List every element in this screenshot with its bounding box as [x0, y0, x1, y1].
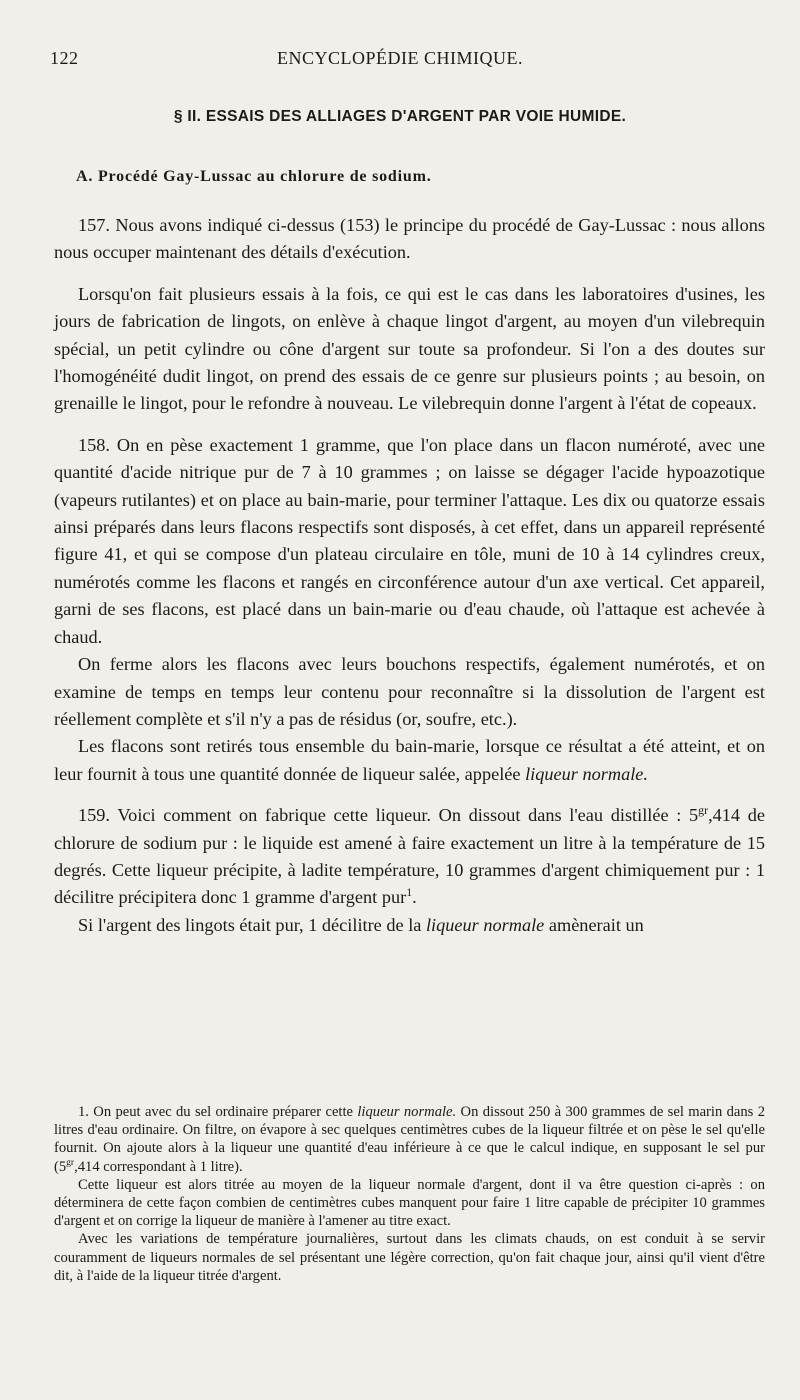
paragraph-159-continued: [54, 912, 765, 939]
paragraph-157: 157. Nous avons indiqué ci-dessus (153) le principe du procédé de Gay-Lussac : nous allons nous occuper maintenant des détails d'exécution.: [54, 215, 765, 263]
paragraph-159-text-1: 159. Voici comment on fabrique cette liqueur. On dissout dans l'eau distillée : 5: [78, 805, 699, 826]
paragraph-157-continued: Lorsqu'on fait plusieurs essais à la fois, ce qui est le cas dans les laboratoires d'usines, les jours de fabrication de lingots, on enlève à chaque lingot d'argent, au moyen d'un vilebrequin spécial, un petit cylindre ou cône d'argent sur toute sa profondeur. Si l'on a des doutes sur l'homogénéité dudit lingot, on prend des essais de ce genre sur plusieurs points ; au besoin, on grenaille le lingot, pour le refondre à nouveau. Le vilebrequin donne l'argent à l'état de copeaux.: [54, 283, 765, 414]
body-text: [54, 212, 765, 939]
paragraph-159: [54, 802, 765, 912]
paragraph-159b-end: amènerait un: [548, 914, 644, 935]
footnote-1-final: Avec les variations de température journalières, surtout dans les climats chauds, on est conduit à se servir couramment de liqueurs normales de sel présentant une légère correction, qu'on fait chaque jour, ainsi qu'il vient d'être dit, à l'aide de la liqueur titrée d'argent.: [54, 1231, 765, 1284]
paragraph-158-liqueur: [54, 733, 765, 788]
footnote-1-italic: liqueur normale.: [357, 1104, 457, 1120]
running-header: [50, 48, 750, 72]
paragraph-159-end: .: [412, 887, 417, 908]
paragraph-159-text-2: ,414 de chlorure de sodium pur : le liquide est amené à faire exactement un litre à la température de 15 degrés. Cette liqueur précipite, à ladite température, 10 grammes d'argent chimiquement pur : 1 décilitre précipitera donc 1 gramme d'argent pur: [54, 805, 765, 908]
page-number: 122: [50, 48, 79, 68]
footnote-gram-unit: gr: [66, 1157, 75, 1168]
footnote-1-text-1: 1. On peut avec du sel ordinaire préparer cette: [78, 1104, 354, 1120]
footnote-1: [54, 1103, 765, 1176]
footnote-1-continued: Cette liqueur est alors titrée au moyen de la liqueur normale d'argent, dont il va être question ci-après : on déterminera de cette façon combien de centimètres cubes manquent pour faire 1 litre capable de précipiter 10 grammes d'argent et on corrige la liqueur de manière à l'amener au titre exact.: [54, 1176, 765, 1230]
footnote-1-text-2: On dissout 250 à 300 grammes de sel marin dans 2 litres d'eau ordinaire. On filtre, on évapore à sec quelques centimètres cubes de la liqueur filtrée et on pèse le sel qu'elle fournit. On ajoute alors à la liqueur une quantité d'eau inférieure à ce que le calcul indique, en supposant le sel pur (5: [54, 1104, 765, 1175]
running-title: ENCYCLOPÉDIE CHIMIQUE.: [277, 48, 523, 68]
paragraph-158-liqueur-text: Les flacons sont retirés tous ensemble du bain-marie, lorsque ce résultat a été atteint, et on leur fournit à tous une quantité donnée de liqueur salée, appelée: [54, 736, 765, 784]
paragraph-158: 158. On en pèse exactement 1 gramme, que l'on place dans un flacon numéroté, avec une quantité d'acide nitrique pur de 7 à 10 grammes ; on laisse se dégager l'acide hypoazotique (vapeurs rutilantes) et on place au bain-marie, pour terminer l'attaque. Les dix ou quatorze essais ainsi préparés dans leurs flacons respectifs sont disposés, à cet effet, dans un appareil représenté figure 41, et qui se compose d'un plateau circulaire en tôle, muni de 10 à 14 cylindres creux, numérotés comme les flacons et rangés en circonférence autour d'un axe vertical. Cet appareil, garni de ses flacons, est placé dans un bain-marie ou d'eau chaude, où l'attaque est achevée à chaud.: [54, 434, 765, 647]
footnote-reference: 1: [406, 885, 413, 900]
footnote-1-text-3: ,414 correspondant à 1 litre).: [74, 1158, 243, 1175]
subsection-title: A. Procédé Gay-Lussac au chlorure de sodium.: [76, 168, 432, 185]
gram-unit-superscript: gr: [698, 803, 709, 818]
paragraph-158-flacons: On ferme alors les flacons avec leurs bouchons respectifs, également numérotés, et on examine de temps en temps leur contenu pour reconnaître si la dissolution de l'argent est réellement complète et s'il n'y a pas de résidus (or, soufre, etc.).: [54, 654, 765, 729]
liqueur-normale-term: liqueur normale.: [525, 763, 648, 784]
paragraph-159b-text: Si l'argent des lingots était pur, 1 décilitre de la: [78, 914, 422, 935]
liqueur-normale-term-2: liqueur normale: [425, 914, 545, 935]
footnotes: [54, 1103, 765, 1285]
section-title: § II. ESSAIS DES ALLIAGES D'ARGENT PAR VOIE HUMIDE.: [173, 108, 627, 125]
